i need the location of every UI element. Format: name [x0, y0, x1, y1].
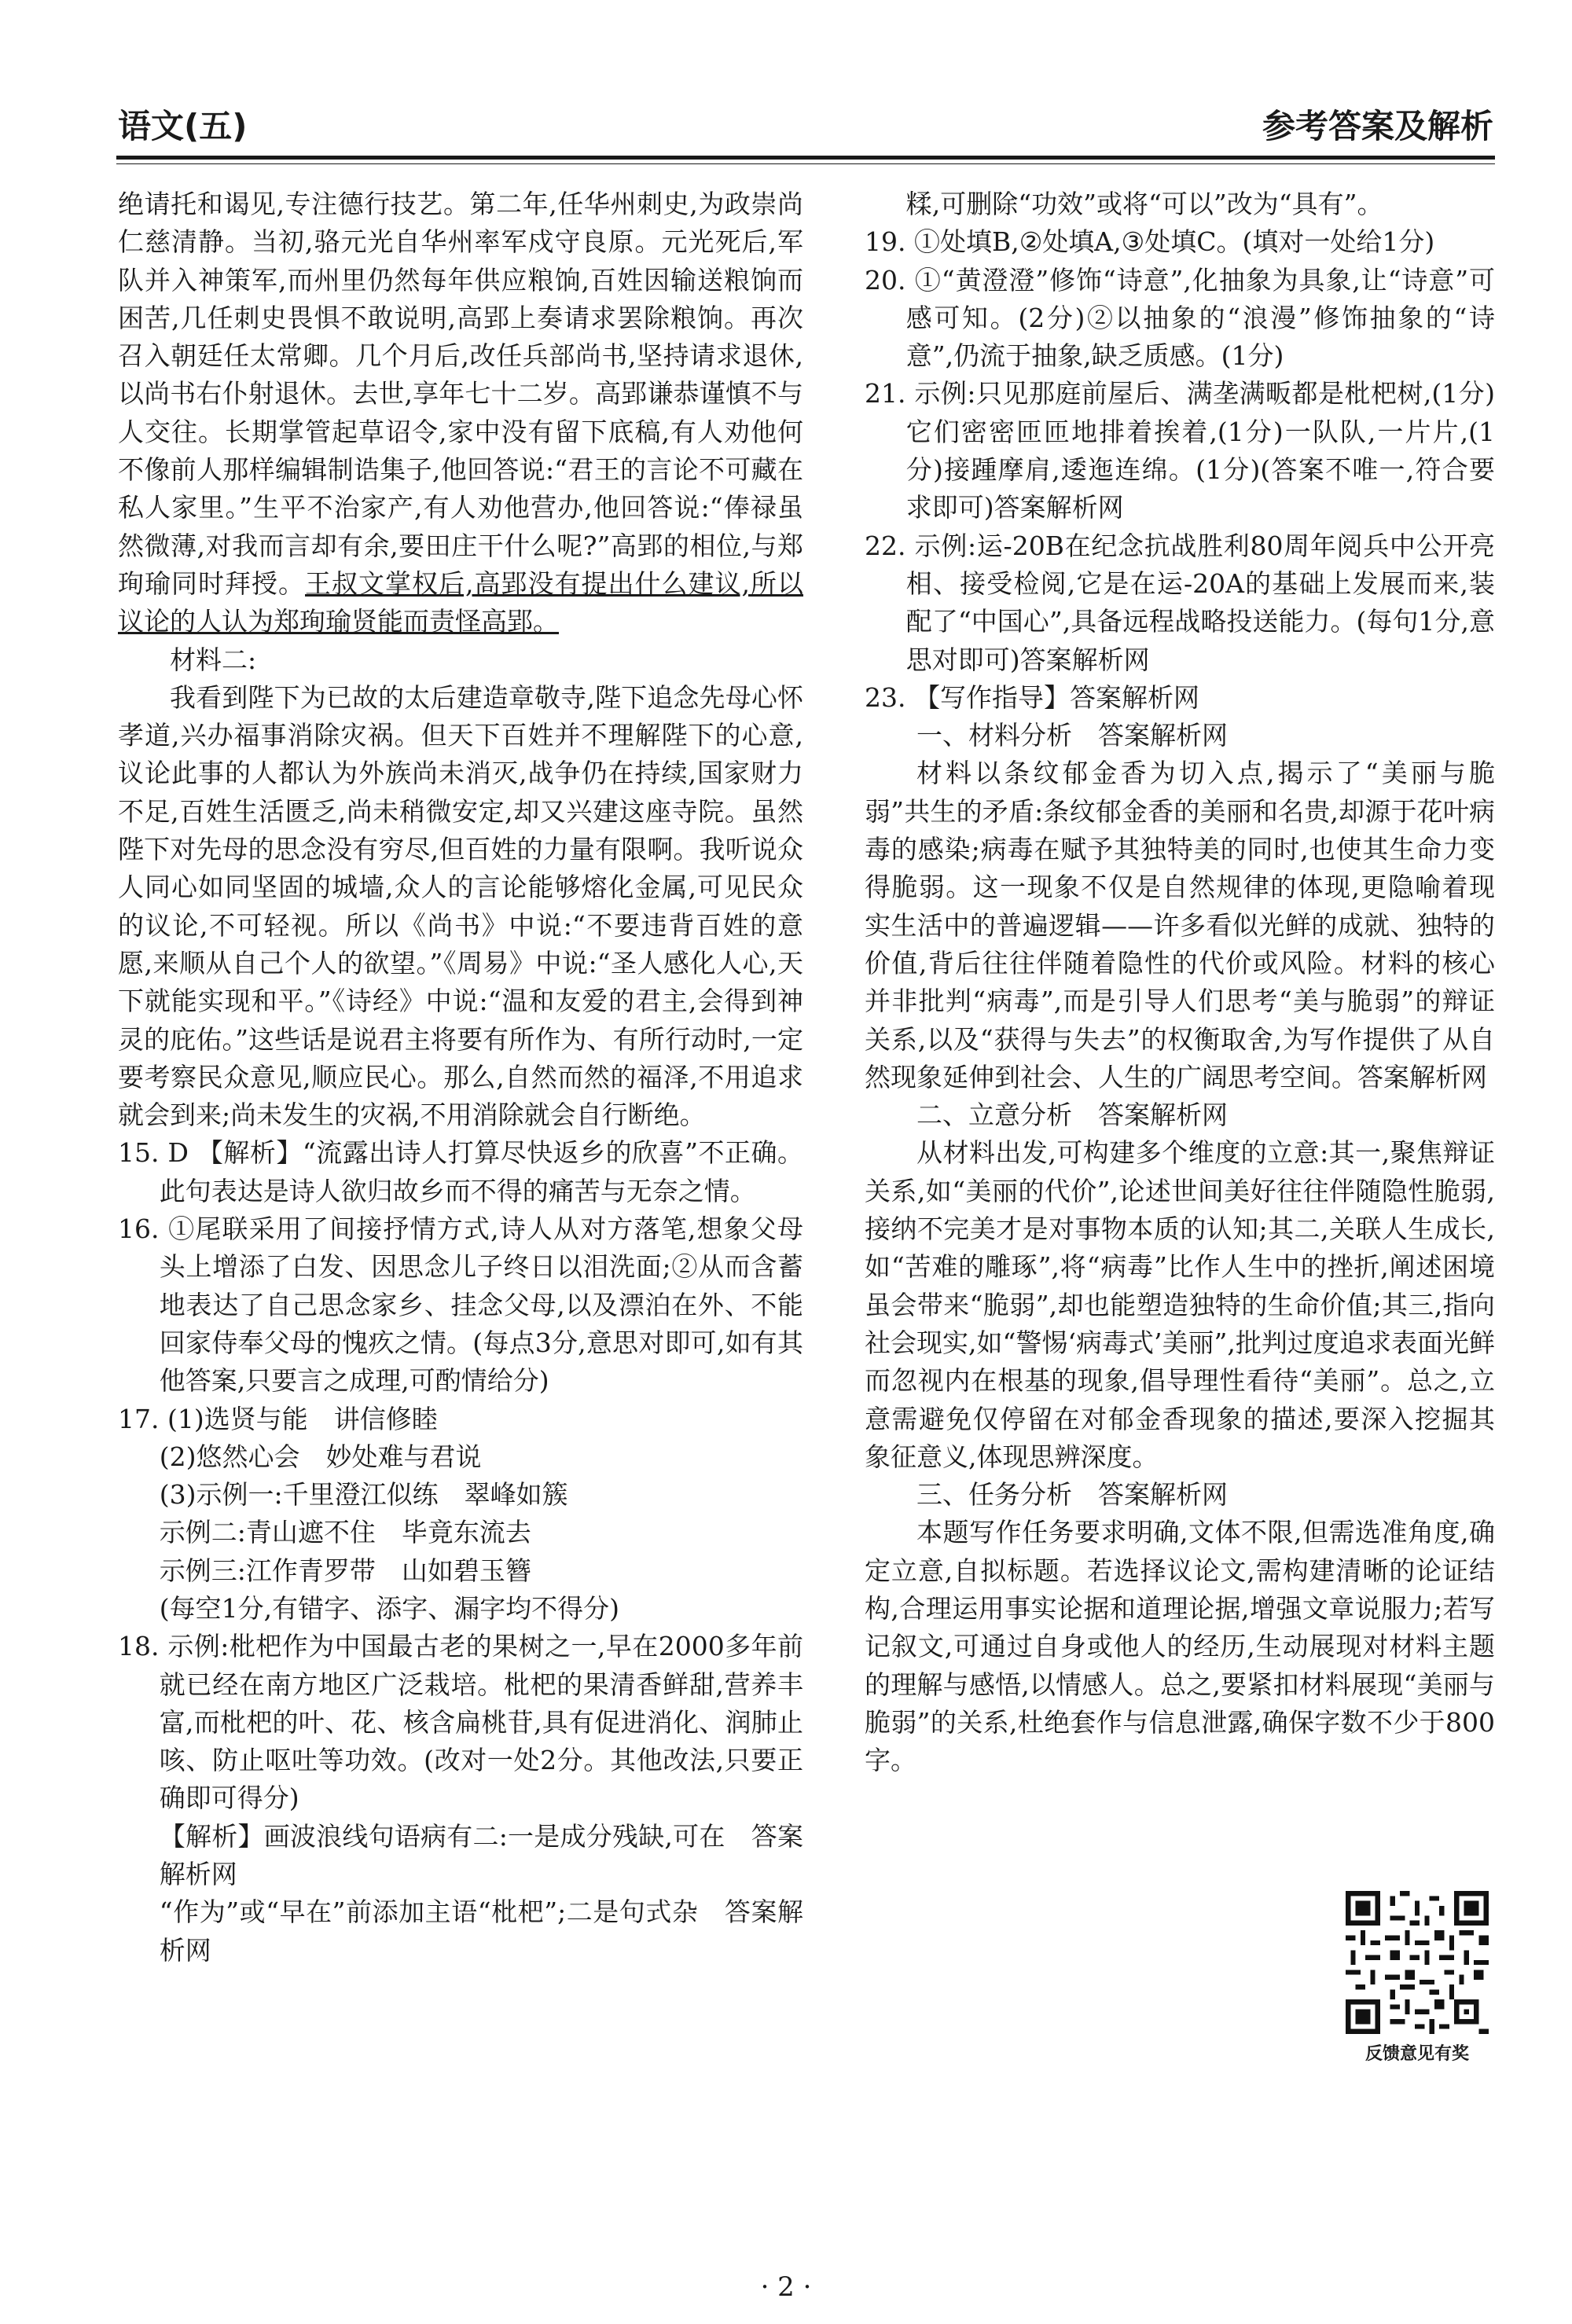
answer-18-analysis-1: 【解析】画波浪线句语病有二:一是成分残缺,可在 答案解析网 — [159, 1820, 803, 1890]
left-column — [118, 185, 803, 1970]
section-2-body: 从材料出发,可构建多个维度的立意:其一,聚焦辩证关系,如“美丽的代价”,论述世间美好往往伴随隐性脆弱,接纳不完美才是对事物本质的认知;其二,关联人生成长,如“苦难的雕琢”,将“病毒”比作人生中的挫折,阐述困境虽会带来“脆弱”,却也能塑造独特的生命价值;其三,指向社会现实,如“警惕‘病毒式’美丽”,批判过度追求表面光鲜而忽视内在根基的现象,倡导理性看待“美丽”。总之,立意需避免仅停留在对郁金香现象的描述,要深入挖掘其象征意义,体现思辨深度。 — [865, 1137, 1495, 1472]
answer-17-example-2: 示例二:青山遮不住 毕竟东流去 — [159, 1517, 531, 1548]
section-2-title: 二、立意分析 答案解析网 — [916, 1100, 1228, 1131]
answer-19: 19. ①处填B,②处填A,③处填C。(填对一处给1分) — [865, 226, 1435, 258]
answer-15: 15. D 【解析】“流露出诗人打算尽快返乡的欣喜”不正确。此句表达是诗人欲归故乡而不得的痛苦与无奈之情。 — [118, 1137, 803, 1206]
header-rule-thin — [116, 163, 1495, 164]
answer-18: 18. 示例:枇杷作为中国最古老的果树之一,早在2000多年前就已经在南方地区广泛栽培。枇杷的果清香鲜甜,营养丰富,而枇杷的叶、花、核含扁桃苷,具有促进消化、润肺止咳、防止呕吐等功效。(改对一处2分。其他改法,只要正确即可得分) — [118, 1631, 803, 1814]
answer-17-example-3: 示例三:江作青罗带 山如碧玉簪 — [159, 1555, 531, 1586]
answer-23: 23. 【写作指导】答案解析网 — [865, 681, 1199, 713]
translation-paragraph — [118, 185, 803, 641]
answer-21: 21. 示例:只见那庭前屋后、满垄满畈都是枇杷树,(1分)它们密密匝匝地排着挨着,(1分)一队队,一片片,(1分)接踵摩肩,逶迤连绵。(1分)(答案不唯一,符合要求即可)答案解析网 — [865, 378, 1495, 523]
answer-18-continued: 糅,可删除“功效”或将“可以”改为“具有”。 — [905, 189, 1383, 219]
answer-17-2: (2)悠然心会 妙处难与君说 — [159, 1441, 482, 1472]
section-3-title: 三、任务分析 答案解析网 — [916, 1479, 1228, 1511]
answer-17-3: (3)示例一:千里澄江似练 翠峰如簇 — [159, 1479, 568, 1511]
answer-18-analysis-2: “作为”或“早在”前添加主语“枇杷”;二是句式杂 答案解析网 — [159, 1896, 803, 1966]
section-title: 参考答案及解析 — [1262, 107, 1493, 145]
qr-code-icon — [1346, 1891, 1489, 2034]
material-two-body: 我看到陛下为已故的太后建造章敬寺,陛下追念先母心怀孝道,兴办福事消除灾祸。但天下百姓并不理解陛下的心意,议论此事的人都认为外族尚未消灭,战争仍在持续,国家财力不足,百姓生活匮乏,尚未稍微安定,却又兴建这座寺院。虽然陛下对先母的思念没有穷尽,但百姓的力量有限啊。我听说众人同心如同坚固的城墙,众人的言论能够熔化金属,可见民众的议论,不可轻视。所以《尚书》中说:“不要违背百姓的意愿,来顺从自己个人的欲望。”《周易》中说:“圣人感化人心,天下就能实现和平。”《诗经》中说:“温和友爱的君主,会得到神灵的庇佑。”这些话是说君主将要有所作为、有所行动时,一定要考察民众意见,顺应民心。那么,自然而然的福泽,不用追求就会到来;尚未发生的灾祸,不用消除就会自行断绝。 — [118, 681, 803, 1131]
answer-17-1: 17. (1)选贤与能 讲信修睦 — [118, 1403, 438, 1434]
material-two-heading: 材料二: — [170, 644, 257, 675]
section-1-body: 材料以条纹郁金香为切入点,揭示了“美丽与脆弱”共生的矛盾:条纹郁金香的美丽和名贵,却源于花叶病毒的感染;病毒在赋予其独特美的同时,也使其生命力变得脆弱。这一现象不仅是自然规律的体现,更隐喻着现实生活中的普遍逻辑——许多看似光鲜的成就、独特的价值,背后往往伴随着隐性的代价或风险。材料的核心并非批判“病毒”,而是引导人们思考“美与脆弱”的辩证关系,以及“获得与失去”的权衡取舍,为写作提供了从自然现象延伸到社会、人生的广阔思考空间。答案解析网 — [865, 758, 1495, 1092]
underlined-sentence: 王叔文掌权后,高郢没有提出什么建议,所以议论的人认为郑珣瑜贤能而责怪高郢。 — [118, 567, 804, 637]
section-3-body: 本题写作任务要求明确,文体不限,但需选准角度,确定立意,自拟标题。若选择议论文,需构建清晰的论证结构,合理运用事实论据和道理论据,增强文章说服力;若写记叙文,可通过自身或他人的经历,生动展现对材料主题的理解与感悟,以情感人。总之,要紧扣材料展现“美丽与脆弱”的关系,杜绝套作与信息泄露,确保字数不少于800字。 — [865, 1517, 1495, 1776]
answer-17-note: (每空1分,有错字、添字、漏字均不得分) — [159, 1592, 620, 1624]
answer-20: 20. ①“黄澄澄”修饰“诗意”,化抽象为具象,让“诗意”可感可知。(2分)②以抽象的“浪漫”修饰抽象的“诗意”,仍流于抽象,缺乏质感。(1分) — [865, 264, 1495, 372]
answer-22: 22. 示例:运-20B在纪念抗战胜利80周年阅兵中公开亮相、接受检阅,它是在运-20A的基础上发展而来,装配了“中国心”,具备远程战略投送能力。(每句1分,意思对即可)答案解析网 — [865, 530, 1495, 675]
header-rule — [116, 156, 1495, 160]
right-column — [865, 185, 1495, 1779]
answer-16: 16. ①尾联采用了间接抒情方式,诗人从对方落笔,想象父母头上增添了白发、因思念儿子终日以泪洗面;②从而含蓄地表达了自己思念家乡、挂念父母,以及漂泊在外、不能回家侍奉父母的愧疚之情。(每点3分,意思对即可,如有其他答案,只要言之成理,可酌情给分) — [118, 1213, 803, 1397]
subject-title: 语文(五) — [118, 107, 248, 145]
page-number: · 2 · — [760, 2271, 812, 2303]
qr-caption: 反馈意见有奖 — [1364, 2044, 1469, 2064]
translation-text: 绝请托和谒见,专注德行技艺。第二年,任华州刺史,为政崇尚仁慈清静。当初,骆元光自华州率军戍守良原。元光死后,军队并入神策军,而州里仍然每年供应粮饷,百姓因输送粮饷而困苦,几任刺史畏惧不敢说明,高郢上奏请求罢除粮饷。再次召入朝廷任太常卿。几个月后,改任兵部尚书,坚持请求退休,以尚书右仆射退休。去世,享年七十二岁。高郢谦恭谨慎不与人交往。长期掌管起草诏令,家中没有留下底稿,有人劝他何不像前人那样编辑制诰集子,他回答说:“君王的言论不可藏在私人家里。”生平不治家产,有人劝他营办,他回答说:“俸禄虽然微薄,对我而言却有余,要田庄干什么呢?”高郢的相位,与郑珣瑜同时拜授。 — [118, 189, 803, 599]
feedback-qr[interactable] — [1346, 1891, 1489, 2065]
section-1-title: 一、材料分析 答案解析网 — [916, 720, 1228, 751]
